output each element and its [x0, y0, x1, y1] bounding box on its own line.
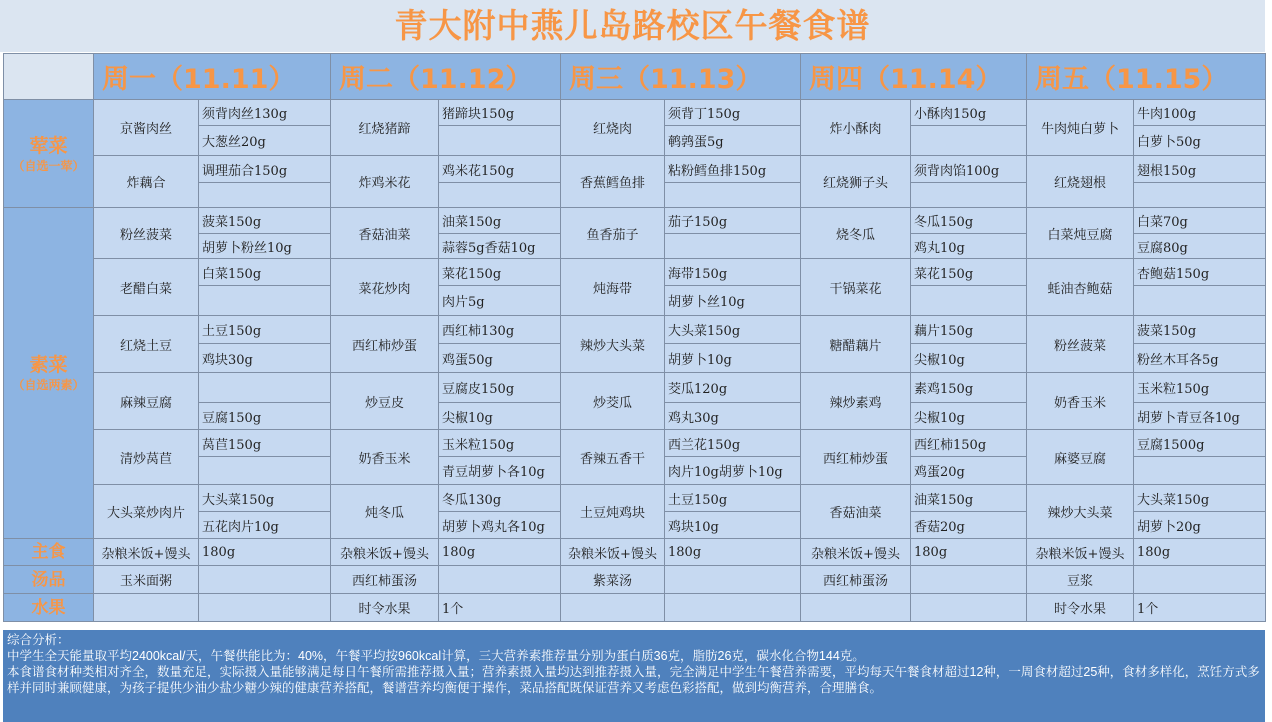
meat-row — [4, 100, 1266, 126]
ingredient: 海带150g — [665, 259, 801, 286]
day-header-thu: 周四（11.14） — [801, 54, 1027, 100]
dish-name: 粉丝菠菜 — [1027, 316, 1134, 373]
ingredient: 西红柿130g — [439, 316, 561, 344]
page-title: 青大附中燕儿岛路校区午餐食谱 — [0, 0, 1265, 52]
dish-name: 清炒莴苣 — [94, 430, 199, 485]
dish-name: 红烧狮子头 — [801, 156, 911, 208]
ingredient: 土豆150g — [199, 316, 331, 344]
day-header-tue: 周二（11.12） — [331, 54, 561, 100]
dish-name: 辣炒大头菜 — [1027, 485, 1134, 539]
dish-name: 炒茭瓜 — [561, 373, 665, 430]
day-header-row — [4, 54, 1266, 100]
ingredient: 调理茄合150g — [199, 156, 331, 183]
dish-name: 麻辣豆腐 — [94, 373, 199, 430]
ingredient: 菜花150g — [439, 259, 561, 286]
fruit-amount: 1个 — [439, 594, 561, 622]
dish-name: 炸鸡米花 — [331, 156, 439, 208]
fruit-dish: 时令水果 — [1027, 594, 1134, 622]
dish-name: 西红柿炒蛋 — [801, 430, 911, 485]
ingredient: 玉米粒150g — [1134, 373, 1266, 403]
staple-amount: 180g — [439, 539, 561, 566]
veg-row — [4, 316, 1266, 344]
menu-table — [3, 53, 1266, 622]
ingredient: 青豆胡萝卜各10g — [439, 457, 561, 485]
soup-amount — [199, 566, 331, 594]
ingredient: 尖椒10g — [439, 403, 561, 430]
ingredient: 胡萝卜丝10g — [665, 286, 801, 316]
category-label-veg: 素菜 — [29, 354, 68, 376]
staple-row — [4, 539, 1266, 566]
veg-row — [4, 208, 1266, 234]
fruit-amount — [911, 594, 1027, 622]
ingredient: 白菜150g — [199, 259, 331, 286]
ingredient: 西兰花150g — [665, 430, 801, 457]
staple-dish: 杂粮米饭+馒头 — [331, 539, 439, 566]
staple-dish: 杂粮米饭+馒头 — [561, 539, 665, 566]
dish-name: 京酱肉丝 — [94, 100, 199, 156]
ingredient: 大头菜150g — [665, 316, 801, 344]
ingredient — [1134, 457, 1266, 485]
veg-row — [4, 373, 1266, 403]
dish-name: 鱼香茄子 — [561, 208, 665, 259]
category-label-fruit: 水果 — [31, 597, 66, 618]
dish-name: 干锅菜花 — [801, 259, 911, 316]
summary-line-2: 本食谱食材种类相对齐全，数量充足，实际摄入量能够满足每日午餐所需推荐摄入量；营养素摄入量均达到推荐摄入量，完全满足中学生午餐营养需要，平均每天午餐食材超过12种，一周食材超过25种，食材多样化，烹饪方式多样并同时兼顾健康，为孩子提供少油少盐少糖少辣的健康营养搭配，餐谱营养均衡便于操作，菜品搭配既保证营养又考虑色彩搭配，做到均衡营养，合理膳食。 — [7, 665, 1260, 695]
dish-name: 白菜炖豆腐 — [1027, 208, 1134, 259]
dish-name: 老醋白菜 — [94, 259, 199, 316]
veg-row — [4, 259, 1266, 286]
ingredient: 尖椒10g — [911, 403, 1027, 430]
dish-name: 土豆炖鸡块 — [561, 485, 665, 539]
ingredient: 白萝卜50g — [1134, 126, 1266, 156]
dish-name: 炖海带 — [561, 259, 665, 316]
category-soup — [4, 566, 94, 594]
category-label-soup: 汤品 — [31, 569, 66, 590]
fruit-amount — [665, 594, 801, 622]
ingredient: 豆腐150g — [199, 403, 331, 430]
ingredient: 猪蹄块150g — [439, 100, 561, 126]
ingredient: 豆腐1500g — [1134, 430, 1266, 457]
ingredient: 胡萝卜粉丝10g — [199, 234, 331, 259]
soup-dish: 玉米面粥 — [94, 566, 199, 594]
soup-amount — [665, 566, 801, 594]
dish-name: 糖醋藕片 — [801, 316, 911, 373]
ingredient: 豆腐皮150g — [439, 373, 561, 403]
dish-name: 粉丝菠菜 — [94, 208, 199, 259]
meat-row — [4, 156, 1266, 183]
dish-name: 大头菜炒肉片 — [94, 485, 199, 539]
staple-dish: 杂粮米饭+馒头 — [801, 539, 911, 566]
ingredient: 鹌鹑蛋5g — [665, 126, 801, 156]
fruit-row — [4, 594, 1266, 622]
dish-name: 奶香玉米 — [331, 430, 439, 485]
ingredient: 油菜150g — [911, 485, 1027, 512]
summary-heading: 综合分析： — [7, 633, 70, 647]
soup-dish: 紫菜汤 — [561, 566, 665, 594]
dish-name: 麻婆豆腐 — [1027, 430, 1134, 485]
ingredient: 鸡丸10g — [911, 234, 1027, 259]
ingredient: 须背丁150g — [665, 100, 801, 126]
ingredient: 翅根150g — [1134, 156, 1266, 183]
staple-amount: 180g — [1134, 539, 1266, 566]
ingredient: 茄子150g — [665, 208, 801, 234]
ingredient: 香菇20g — [911, 512, 1027, 539]
ingredient: 鸡块30g — [199, 344, 331, 373]
dish-name: 奶香玉米 — [1027, 373, 1134, 430]
ingredient: 鸡蛋50g — [439, 344, 561, 373]
fruit-amount: 1个 — [1134, 594, 1266, 622]
category-label-staple: 主食 — [31, 542, 66, 562]
dish-name: 辣炒素鸡 — [801, 373, 911, 430]
summary-line-1: 中学生全天能量取平均2400kcal/天，午餐供能比为：40%，午餐平均按960kcal计算，三大营养素推荐量分别为蛋白质36克，脂肪26克，碳水化合物144克。 — [7, 649, 865, 663]
ingredient: 素鸡150g — [911, 373, 1027, 403]
ingredient — [199, 457, 331, 485]
soup-dish: 西红柿蛋汤 — [801, 566, 911, 594]
ingredient: 鸡米花150g — [439, 156, 561, 183]
dish-name: 西红柿炒蛋 — [331, 316, 439, 373]
staple-amount: 180g — [911, 539, 1027, 566]
fruit-dish — [94, 594, 199, 622]
ingredient: 胡萝卜20g — [1134, 512, 1266, 539]
ingredient — [665, 234, 801, 259]
ingredient — [911, 286, 1027, 316]
category-sub-meat: （自选一荤） — [12, 158, 85, 173]
corner-cell — [4, 54, 94, 100]
soup-amount — [1134, 566, 1266, 594]
ingredient: 粉丝木耳各5g — [1134, 344, 1266, 373]
dish-name: 菜花炒肉 — [331, 259, 439, 316]
dish-name: 红烧翅根 — [1027, 156, 1134, 208]
ingredient — [439, 126, 561, 156]
day-header-fri: 周五（11.15） — [1027, 54, 1266, 100]
ingredient: 土豆150g — [665, 485, 801, 512]
dish-name: 炖冬瓜 — [331, 485, 439, 539]
dish-name: 炸藕合 — [94, 156, 199, 208]
staple-dish: 杂粮米饭+馒头 — [94, 539, 199, 566]
fruit-dish — [801, 594, 911, 622]
fruit-dish: 时令水果 — [331, 594, 439, 622]
ingredient: 菠菜150g — [1134, 316, 1266, 344]
ingredient: 肉片5g — [439, 286, 561, 316]
ingredient: 五花肉片10g — [199, 512, 331, 539]
ingredient: 大葱丝20g — [199, 126, 331, 156]
dish-name: 辣炒大头菜 — [561, 316, 665, 373]
ingredient: 西红柿150g — [911, 430, 1027, 457]
ingredient — [439, 183, 561, 208]
ingredient: 莴苣150g — [199, 430, 331, 457]
dish-name: 红烧肉 — [561, 100, 665, 156]
soup-amount — [911, 566, 1027, 594]
ingredient — [1134, 286, 1266, 316]
veg-row — [4, 430, 1266, 457]
category-veg — [4, 208, 94, 539]
dish-name: 烧冬瓜 — [801, 208, 911, 259]
ingredient: 大头菜150g — [199, 485, 331, 512]
category-meat — [4, 100, 94, 208]
veg-row — [4, 485, 1266, 512]
ingredient: 鸡丸30g — [665, 403, 801, 430]
ingredient: 茭瓜120g — [665, 373, 801, 403]
category-sub-veg: （自选两素） — [12, 378, 85, 392]
ingredient: 胡萝卜鸡丸各10g — [439, 512, 561, 539]
ingredient: 杏鲍菇150g — [1134, 259, 1266, 286]
dish-name: 香菇油菜 — [801, 485, 911, 539]
soup-row — [4, 566, 1266, 594]
ingredient — [911, 126, 1027, 156]
dish-name: 香蕉鳕鱼排 — [561, 156, 665, 208]
staple-dish: 杂粮米饭+馒头 — [1027, 539, 1134, 566]
fruit-dish — [561, 594, 665, 622]
ingredient: 须背肉丝130g — [199, 100, 331, 126]
staple-amount: 180g — [199, 539, 331, 566]
ingredient — [911, 183, 1027, 208]
soup-dish: 豆浆 — [1027, 566, 1134, 594]
ingredient: 粘粉鳕鱼排150g — [665, 156, 801, 183]
ingredient: 胡萝卜10g — [665, 344, 801, 373]
ingredient: 牛肉100g — [1134, 100, 1266, 126]
ingredient: 冬瓜130g — [439, 485, 561, 512]
ingredient: 小酥肉150g — [911, 100, 1027, 126]
dish-name: 炸小酥肉 — [801, 100, 911, 156]
soup-dish: 西红柿蛋汤 — [331, 566, 439, 594]
ingredient: 尖椒10g — [911, 344, 1027, 373]
dish-name: 香菇油菜 — [331, 208, 439, 259]
category-staple — [4, 539, 94, 566]
ingredient — [1134, 183, 1266, 208]
dish-name: 牛肉炖白萝卜 — [1027, 100, 1134, 156]
ingredient: 鸡块10g — [665, 512, 801, 539]
category-label-meat: 荤菜 — [29, 134, 68, 157]
ingredient: 大头菜150g — [1134, 485, 1266, 512]
dish-name: 蚝油杏鲍菇 — [1027, 259, 1134, 316]
ingredient — [199, 286, 331, 316]
summary-panel — [3, 630, 1265, 722]
dish-name: 炒豆皮 — [331, 373, 439, 430]
ingredient: 油菜150g — [439, 208, 561, 234]
fruit-amount — [199, 594, 331, 622]
staple-amount: 180g — [665, 539, 801, 566]
ingredient: 胡萝卜青豆各10g — [1134, 403, 1266, 430]
ingredient: 肉片10g胡萝卜10g — [665, 457, 801, 485]
dish-name: 红烧土豆 — [94, 316, 199, 373]
category-fruit — [4, 594, 94, 622]
ingredient: 藕片150g — [911, 316, 1027, 344]
dish-name: 红烧猪蹄 — [331, 100, 439, 156]
soup-amount — [439, 566, 561, 594]
ingredient: 豆腐80g — [1134, 234, 1266, 259]
ingredient: 白菜70g — [1134, 208, 1266, 234]
ingredient: 鸡蛋20g — [911, 457, 1027, 485]
dish-name: 香辣五香干 — [561, 430, 665, 485]
ingredient: 菠菜150g — [199, 208, 331, 234]
ingredient — [665, 183, 801, 208]
ingredient — [199, 373, 331, 403]
ingredient: 菜花150g — [911, 259, 1027, 286]
ingredient: 玉米粒150g — [439, 430, 561, 457]
ingredient: 须背肉馅100g — [911, 156, 1027, 183]
day-header-mon: 周一（11.11） — [94, 54, 331, 100]
ingredient: 冬瓜150g — [911, 208, 1027, 234]
ingredient — [199, 183, 331, 208]
day-header-wed: 周三（11.13） — [561, 54, 801, 100]
ingredient: 蒜蓉5g香菇10g — [439, 234, 561, 259]
